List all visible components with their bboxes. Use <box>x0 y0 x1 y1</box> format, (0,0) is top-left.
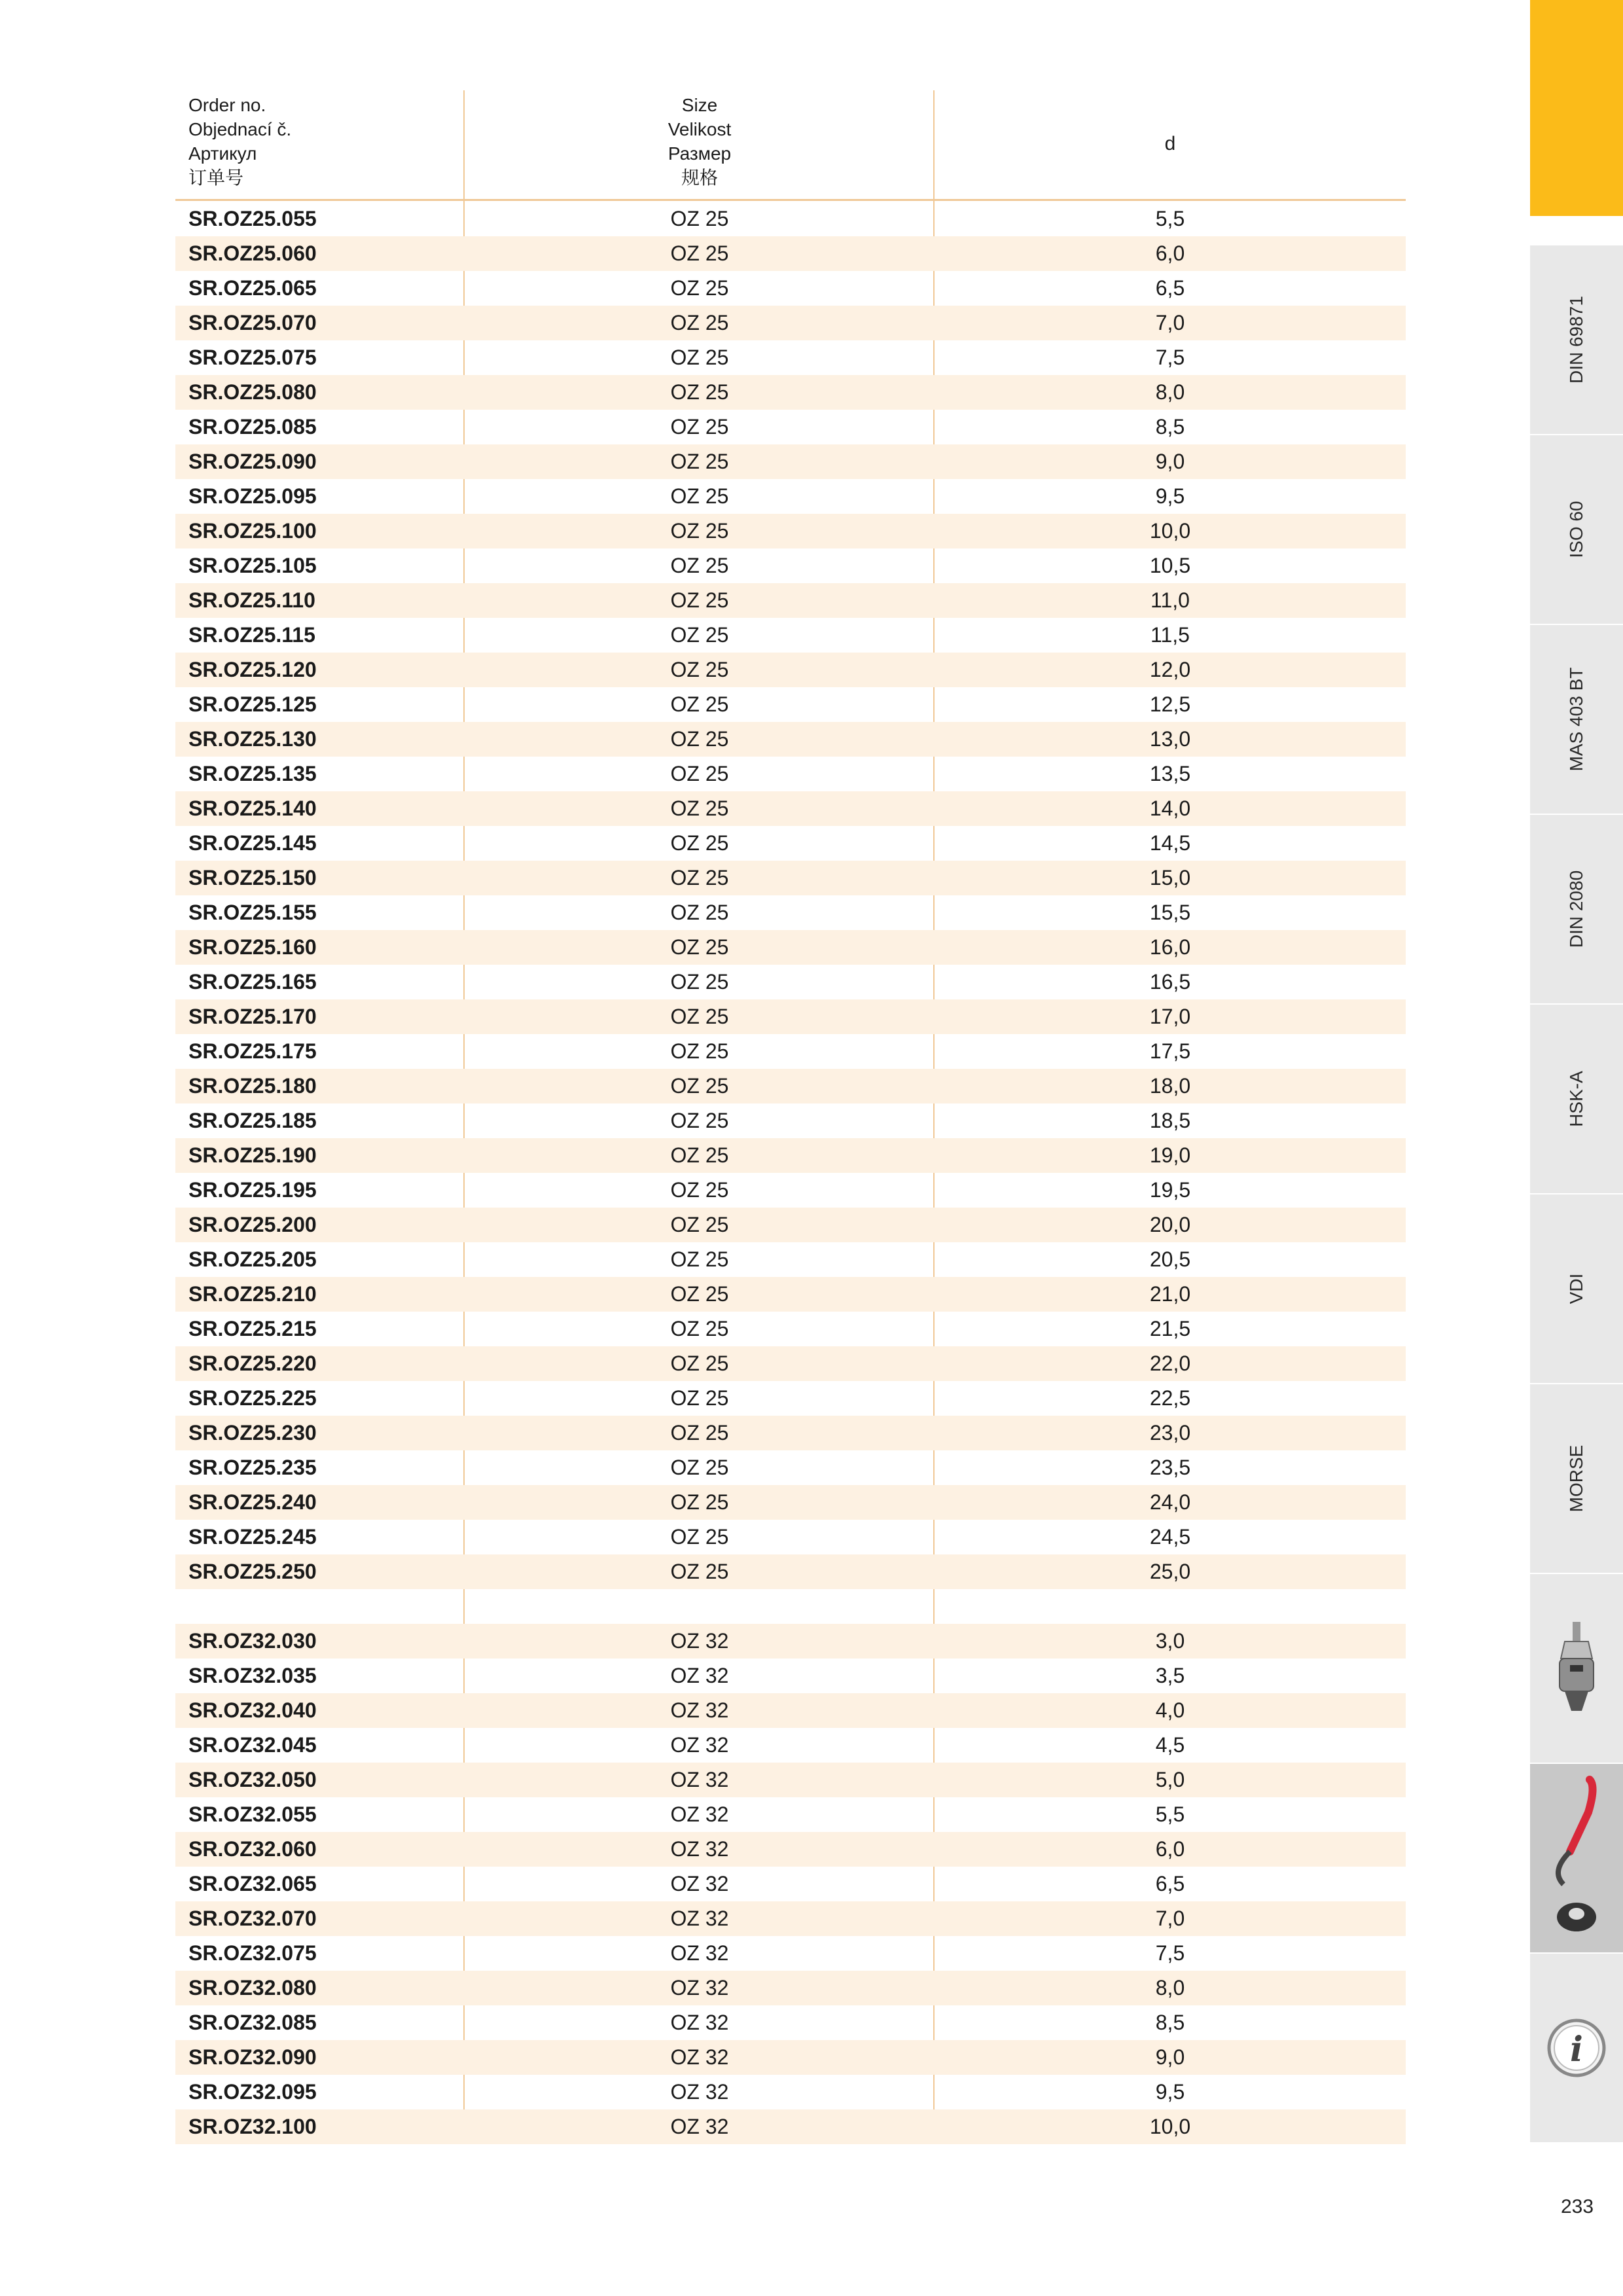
table-row <box>175 999 1406 1034</box>
size-cell: OZ 25 <box>670 692 729 716</box>
d-value-cell: 3,0 <box>1155 1629 1185 1653</box>
sidebar-tab-din-2080[interactable] <box>1530 815 1623 1003</box>
sidebar-tab-label: HSK-A <box>1566 1071 1586 1127</box>
table-row <box>175 1659 1406 1693</box>
size-cell: OZ 25 <box>670 658 729 681</box>
table-row <box>175 1450 1406 1485</box>
order-no-cell: SR.OZ25.205 <box>188 1247 317 1271</box>
d-header: d <box>1164 133 1176 154</box>
order-no-cell: SR.OZ25.190 <box>188 1143 317 1167</box>
size-cell: OZ 25 <box>670 484 729 508</box>
order-no-cell: SR.OZ32.065 <box>188 1872 317 1895</box>
table-row <box>175 653 1406 687</box>
header-divider <box>175 199 1406 201</box>
d-value-cell: 4,0 <box>1155 1698 1185 1722</box>
d-value-cell: 5,5 <box>1155 207 1185 230</box>
order-no-cell: SR.OZ32.100 <box>188 2115 317 2138</box>
size-cell: OZ 25 <box>670 623 729 647</box>
d-value-cell: 15,0 <box>1149 866 1191 889</box>
size-cell: OZ 32 <box>670 2011 729 2034</box>
order-no-cell: SR.OZ25.210 <box>188 1282 317 1306</box>
order-no-cell: SR.OZ25.120 <box>188 658 317 681</box>
size-cell: OZ 25 <box>670 762 729 785</box>
order-no-cell: SR.OZ25.095 <box>188 484 317 508</box>
table-row <box>175 1277 1406 1312</box>
d-value-cell: 7,0 <box>1155 311 1185 334</box>
d-value-cell: 12,5 <box>1149 692 1191 716</box>
table-row <box>175 340 1406 375</box>
size-cell: OZ 25 <box>670 588 729 612</box>
size-cell: OZ 25 <box>670 727 729 751</box>
d-value-cell: 11,5 <box>1150 623 1190 647</box>
table-row <box>175 1381 1406 1416</box>
d-value-cell: 8,0 <box>1155 380 1185 404</box>
size-cell: OZ 25 <box>670 935 729 959</box>
size-cell: OZ 25 <box>670 1352 729 1375</box>
size-cell: OZ 25 <box>670 1143 729 1167</box>
d-value-cell: 21,0 <box>1149 1282 1191 1306</box>
table-row <box>175 1936 1406 1971</box>
size-cell: OZ 25 <box>670 1386 729 1410</box>
d-value-cell: 14,0 <box>1149 797 1191 820</box>
table-row <box>175 895 1406 930</box>
table-row <box>175 791 1406 826</box>
d-value-cell: 20,5 <box>1149 1247 1191 1271</box>
size-cell: OZ 25 <box>670 276 729 300</box>
table-row <box>175 1728 1406 1763</box>
table-row <box>175 2040 1406 2075</box>
order-no-cell: SR.OZ25.150 <box>188 866 317 889</box>
d-value-cell: 16,0 <box>1149 935 1191 959</box>
page-number: 233 <box>1560 2196 1594 2217</box>
d-value-cell: 17,0 <box>1149 1005 1191 1028</box>
d-value-cell: 4,5 <box>1155 1733 1185 1757</box>
size-cell: OZ 32 <box>670 1872 729 1895</box>
size-cell: OZ 25 <box>670 797 729 820</box>
sidebar-tab-label: MAS 403 BT <box>1566 667 1586 772</box>
order-no-cell: SR.OZ25.130 <box>188 727 317 751</box>
table-row <box>175 548 1406 583</box>
order-no-cell: SR.OZ25.180 <box>188 1074 317 1098</box>
order-no-cell: SR.OZ32.085 <box>188 2011 317 2034</box>
order-no-cell: SR.OZ25.245 <box>188 1525 317 1549</box>
order-no-cell: SR.OZ32.080 <box>188 1976 317 2000</box>
d-value-cell: 12,0 <box>1149 658 1191 681</box>
wrench-and-nut-icon <box>1530 1764 1623 1952</box>
order-no-cell: SR.OZ25.065 <box>188 276 317 300</box>
sidebar-tab-iso-60[interactable] <box>1530 435 1623 624</box>
order-no-cell: SR.OZ32.055 <box>188 1803 317 1826</box>
table-row <box>175 1416 1406 1450</box>
d-value-cell: 6,5 <box>1155 276 1185 300</box>
size-cell: OZ 25 <box>670 415 729 439</box>
size-cell: OZ 25 <box>670 1109 729 1132</box>
order-no-cell: SR.OZ25.200 <box>188 1213 317 1236</box>
table-row <box>175 930 1406 965</box>
order-no-cell: SR.OZ25.225 <box>188 1386 317 1410</box>
size-cell: OZ 25 <box>670 1039 729 1063</box>
svg-text:i: i <box>1570 2030 1583 2070</box>
d-value-cell: 19,5 <box>1149 1178 1191 1202</box>
sidebar-tab-mas-403-bt[interactable] <box>1530 625 1623 814</box>
size-cell: OZ 25 <box>670 970 729 994</box>
table-row <box>175 375 1406 410</box>
size-cell: OZ 32 <box>670 1837 729 1861</box>
order-no-cell: SR.OZ25.175 <box>188 1039 317 1063</box>
table-row <box>175 965 1406 999</box>
table-row <box>175 1554 1406 1589</box>
sidebar-tab-hsk-a[interactable] <box>1530 1005 1623 1193</box>
order-no-cell: SR.OZ25.060 <box>188 242 317 265</box>
size-cell: OZ 25 <box>670 831 729 855</box>
sidebar-tab-label: VDI <box>1566 1273 1586 1304</box>
size-cell: OZ 25 <box>670 1074 729 1098</box>
d-value-cell: 22,5 <box>1149 1386 1191 1410</box>
order-no-cell: SR.OZ32.090 <box>188 2045 317 2069</box>
d-value-cell: 8,5 <box>1155 415 1185 439</box>
order-no-cell: SR.OZ25.090 <box>188 450 317 473</box>
size-cell: OZ 25 <box>670 901 729 924</box>
d-value-cell: 18,5 <box>1149 1109 1191 1132</box>
order-no-cell: SR.OZ25.235 <box>188 1456 317 1479</box>
table-row <box>175 1312 1406 1346</box>
order-no-cell: SR.OZ25.075 <box>188 346 317 369</box>
size-cell: OZ 25 <box>670 866 729 889</box>
d-value-cell: 9,5 <box>1155 484 1185 508</box>
order-no-cell: SR.OZ25.105 <box>188 554 317 577</box>
sidebar-tab-din-69871[interactable] <box>1530 245 1623 434</box>
d-value-cell: 24,0 <box>1149 1490 1191 1514</box>
sidebar-tab-vdi[interactable] <box>1530 1194 1623 1383</box>
order-no-cell: SR.OZ25.215 <box>188 1317 317 1340</box>
sidebar-tab-morse[interactable] <box>1530 1384 1623 1573</box>
order-no-cell: SR.OZ25.135 <box>188 762 317 785</box>
order-no-cell: SR.OZ25.140 <box>188 797 317 820</box>
table-row <box>175 1832 1406 1867</box>
table-row <box>175 410 1406 444</box>
d-value-cell: 17,5 <box>1149 1039 1191 1063</box>
table-row <box>175 1485 1406 1520</box>
table-row <box>175 826 1406 861</box>
d-value-cell: 3,5 <box>1155 1664 1185 1687</box>
size-cell: OZ 25 <box>670 242 729 265</box>
table-row <box>175 271 1406 306</box>
d-value-cell: 8,0 <box>1155 1976 1185 2000</box>
sidebar-tab-wrench-and-nut[interactable] <box>1530 1764 1623 1952</box>
table-row <box>175 1069 1406 1103</box>
size-cell: OZ 25 <box>670 1560 729 1583</box>
d-value-cell: 10,0 <box>1149 519 1191 543</box>
size-cell: OZ 32 <box>670 1733 729 1757</box>
table-row <box>175 1693 1406 1728</box>
size-header: Size Velikost Размер 规格 <box>668 95 732 188</box>
size-cell: OZ 32 <box>670 1976 729 2000</box>
d-value-cell: 19,0 <box>1149 1143 1191 1167</box>
d-value-cell: 9,5 <box>1155 2080 1185 2104</box>
table-row <box>175 722 1406 757</box>
order-no-cell: SR.OZ32.050 <box>188 1768 317 1791</box>
d-value-cell: 5,5 <box>1155 1803 1185 1826</box>
size-cell: OZ 25 <box>670 1247 729 1271</box>
size-cell: OZ 25 <box>670 1490 729 1514</box>
d-value-cell: 7,5 <box>1155 1941 1185 1965</box>
size-cell: OZ 32 <box>670 1907 729 1930</box>
table-row <box>175 1208 1406 1242</box>
d-value-cell: 7,5 <box>1155 346 1185 369</box>
d-value-cell: 25,0 <box>1149 1560 1191 1583</box>
table-row <box>175 1520 1406 1554</box>
sidebar-tab-label: MORSE <box>1566 1444 1586 1513</box>
size-cell: OZ 25 <box>670 207 729 230</box>
table-row <box>175 1901 1406 1936</box>
size-cell: OZ 25 <box>670 1178 729 1202</box>
table-header <box>175 90 1406 200</box>
order-no-cell: SR.OZ25.230 <box>188 1421 317 1444</box>
table-row <box>175 1346 1406 1381</box>
table-row <box>175 306 1406 340</box>
table-row <box>175 2109 1406 2144</box>
size-cell: OZ 25 <box>670 1213 729 1236</box>
d-value-cell: 5,0 <box>1155 1768 1185 1791</box>
table-row <box>175 1797 1406 1832</box>
table-row <box>175 1173 1406 1208</box>
size-cell: OZ 32 <box>670 1629 729 1653</box>
order-no-cell: SR.OZ25.110 <box>188 588 315 612</box>
table-row <box>175 1103 1406 1138</box>
order-no-cell: SR.OZ25.240 <box>188 1490 317 1514</box>
group-spacer-row <box>175 1589 1406 1624</box>
table-row <box>175 687 1406 722</box>
size-cell: OZ 32 <box>670 2080 729 2104</box>
sidebar <box>1530 0 1623 2157</box>
d-value-cell: 10,0 <box>1149 2115 1191 2138</box>
d-value-cell: 15,5 <box>1149 901 1191 924</box>
d-value-cell: 16,5 <box>1149 970 1191 994</box>
d-value-cell: 9,0 <box>1155 2045 1185 2069</box>
d-value-cell: 24,5 <box>1149 1525 1191 1549</box>
order-no-cell: SR.OZ25.100 <box>188 519 317 543</box>
table-row <box>175 514 1406 548</box>
order-no-cell: SR.OZ25.080 <box>188 380 317 404</box>
order-no-cell: SR.OZ25.145 <box>188 831 317 855</box>
size-cell: OZ 25 <box>670 1456 729 1479</box>
size-cell: OZ 32 <box>670 1664 729 1687</box>
size-cell: OZ 25 <box>670 519 729 543</box>
d-value-cell: 14,5 <box>1149 831 1191 855</box>
table-row <box>175 2075 1406 2109</box>
order-no-cell: SR.OZ25.155 <box>188 901 317 924</box>
order-no-header: Order no. Objednací č. Артикул 订单号 <box>188 95 292 188</box>
size-cell: OZ 32 <box>670 1941 729 1965</box>
d-value-cell: 11,0 <box>1150 588 1190 612</box>
order-no-cell: SR.OZ32.060 <box>188 1837 317 1861</box>
d-value-cell: 20,0 <box>1149 1213 1191 1236</box>
table-row <box>175 1624 1406 1659</box>
table-row <box>175 757 1406 791</box>
table-row <box>175 236 1406 271</box>
size-cell: OZ 32 <box>670 1768 729 1791</box>
sidebar-tab-label: ISO 60 <box>1566 501 1586 558</box>
order-no-cell: SR.OZ25.185 <box>188 1109 317 1132</box>
order-no-cell: SR.OZ25.070 <box>188 311 317 334</box>
sidebar-tab-drill-chuck[interactable] <box>1530 1574 1623 1763</box>
table-row <box>175 1971 1406 2005</box>
order-no-cell: SR.OZ25.165 <box>188 970 317 994</box>
sidebar-accent-block <box>1530 0 1623 216</box>
size-cell: OZ 32 <box>670 1803 729 1826</box>
size-cell: OZ 25 <box>670 1282 729 1306</box>
table-row <box>175 1034 1406 1069</box>
d-value-cell: 6,5 <box>1155 1872 1185 1895</box>
size-cell: OZ 32 <box>670 1698 729 1722</box>
order-no-cell: SR.OZ25.125 <box>188 692 317 716</box>
size-cell: OZ 25 <box>670 346 729 369</box>
d-value-cell: 13,5 <box>1149 762 1191 785</box>
table-row <box>175 479 1406 514</box>
order-no-cell: SR.OZ25.170 <box>188 1005 317 1028</box>
sidebar-tab-label: DIN 2080 <box>1566 870 1586 948</box>
order-no-cell: SR.OZ32.030 <box>188 1629 317 1653</box>
drill-chuck-icon <box>1530 1574 1623 1763</box>
d-value-cell: 7,0 <box>1155 1907 1185 1930</box>
order-no-cell: SR.OZ25.055 <box>188 207 317 230</box>
table-row <box>175 444 1406 479</box>
d-value-cell: 6,0 <box>1155 1837 1185 1861</box>
sidebar-tab-info[interactable] <box>1530 1954 1623 2142</box>
size-cell: OZ 25 <box>670 1005 729 1028</box>
table-row <box>175 1763 1406 1797</box>
size-cell: OZ 25 <box>670 1317 729 1340</box>
d-value-cell: 8,5 <box>1155 2011 1185 2034</box>
table-row <box>175 583 1406 618</box>
d-value-cell: 23,5 <box>1149 1456 1191 1479</box>
d-value-cell: 21,5 <box>1149 1317 1191 1340</box>
d-value-cell: 23,0 <box>1149 1421 1191 1444</box>
size-cell: OZ 25 <box>670 311 729 334</box>
table-row <box>175 861 1406 895</box>
d-value-cell: 22,0 <box>1149 1352 1191 1375</box>
size-cell: OZ 25 <box>670 380 729 404</box>
table-row <box>175 202 1406 236</box>
d-value-cell: 13,0 <box>1149 727 1191 751</box>
table-row <box>175 1138 1406 1173</box>
size-cell: OZ 25 <box>670 554 729 577</box>
d-value-cell: 10,5 <box>1149 554 1191 577</box>
size-cell: OZ 25 <box>670 450 729 473</box>
info-icon <box>1530 1954 1623 2142</box>
order-no-cell: SR.OZ25.160 <box>188 935 317 959</box>
size-cell: OZ 25 <box>670 1421 729 1444</box>
sidebar-tab-label: DIN 69871 <box>1566 296 1586 384</box>
order-no-cell: SR.OZ25.220 <box>188 1352 317 1375</box>
size-cell: OZ 32 <box>670 2115 729 2138</box>
order-no-cell: SR.OZ25.195 <box>188 1178 317 1202</box>
order-no-cell: SR.OZ32.040 <box>188 1698 317 1722</box>
d-value-cell: 9,0 <box>1155 450 1185 473</box>
table-row <box>175 2005 1406 2040</box>
table-row <box>175 618 1406 653</box>
order-no-cell: SR.OZ25.250 <box>188 1560 317 1583</box>
size-cell: OZ 25 <box>670 1525 729 1549</box>
order-no-cell: SR.OZ25.115 <box>188 623 315 647</box>
size-cell: OZ 32 <box>670 2045 729 2069</box>
order-no-cell: SR.OZ32.095 <box>188 2080 317 2104</box>
d-value-cell: 6,0 <box>1155 242 1185 265</box>
order-no-cell: SR.OZ32.070 <box>188 1907 317 1930</box>
d-value-cell: 18,0 <box>1149 1074 1191 1098</box>
order-no-cell: SR.OZ32.035 <box>188 1664 317 1687</box>
order-no-cell: SR.OZ25.085 <box>188 415 317 439</box>
order-no-cell: SR.OZ32.045 <box>188 1733 317 1757</box>
table-row <box>175 1867 1406 1901</box>
order-no-cell: SR.OZ32.075 <box>188 1941 317 1965</box>
table-row <box>175 1242 1406 1277</box>
